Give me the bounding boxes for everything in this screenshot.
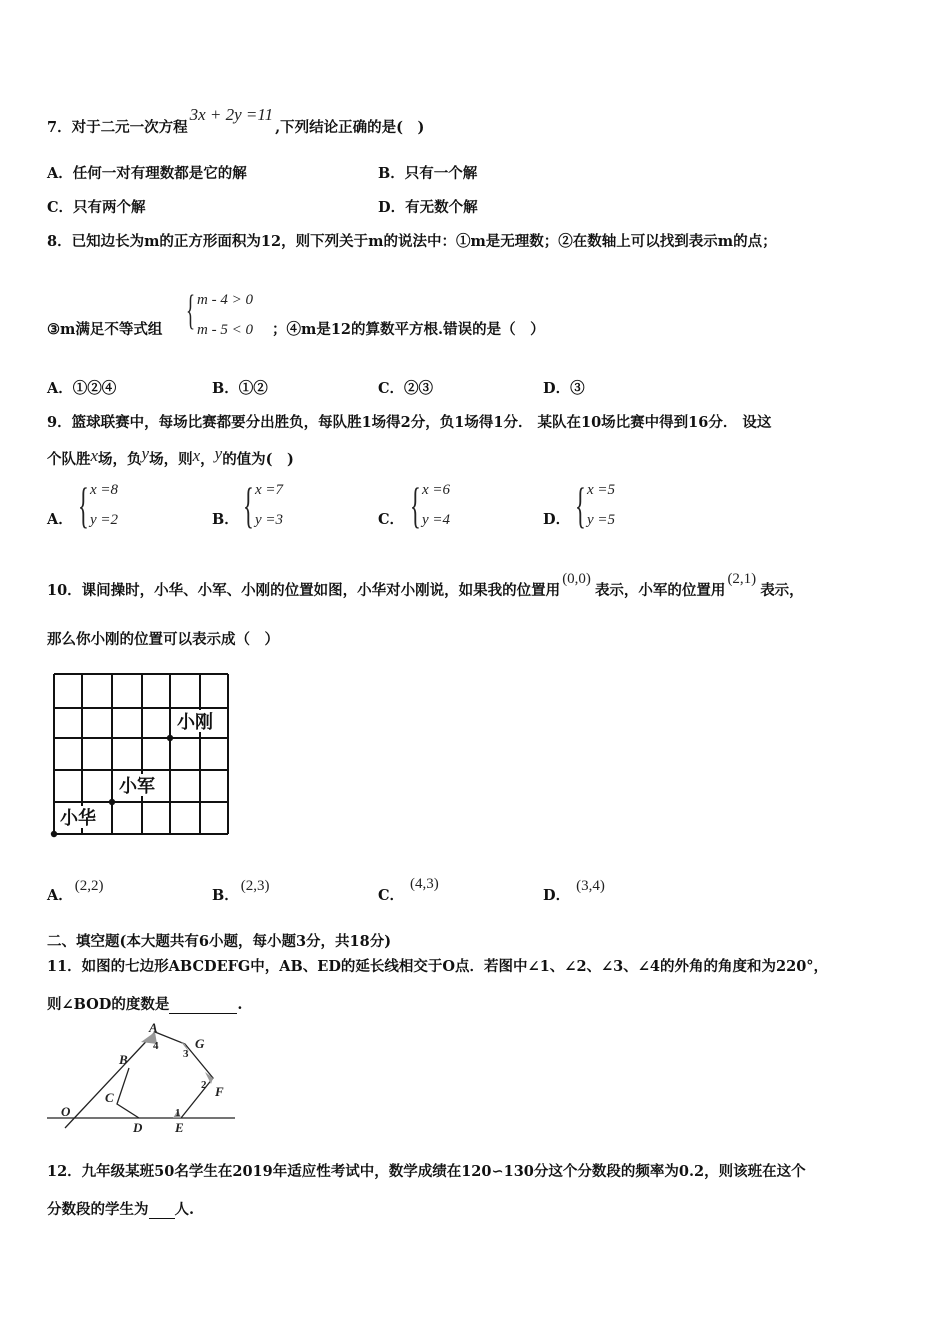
q8-option-d[interactable]: D．③ bbox=[543, 380, 585, 397]
q8-line1: 8．已知边长为m的正方形面积为12，则下列关于m的说法中：①m是无理数；②在数轴上可以找到表示m的点； bbox=[47, 233, 777, 250]
angle-1-label: 1 bbox=[175, 1107, 181, 1119]
q11-line2: 则∠BOD的度数是 . bbox=[47, 996, 243, 1013]
vertex-g-label: G bbox=[195, 1036, 205, 1051]
q10-option-b[interactable]: B．(2,3) bbox=[212, 878, 270, 904]
q11-answer-blank[interactable] bbox=[169, 996, 237, 1014]
q9-option-c-label[interactable]: C． bbox=[378, 511, 405, 528]
q7-option-a[interactable]: A．任何一对有理数都是它的解 bbox=[47, 165, 247, 182]
q9-option-b-label[interactable]: B． bbox=[212, 511, 239, 528]
q8-ineq2: m - 5 < 0 bbox=[197, 322, 253, 338]
vertex-d-label: D bbox=[133, 1120, 143, 1134]
q10-line1: 10．课间操时，小华、小军、小刚的位置如图，小华对小刚说，如果我的位置用(0,0)表示，小军的位置用(2,1)表示， bbox=[47, 571, 804, 599]
heptagon-figure bbox=[45, 1022, 245, 1134]
xiaohua-label: 小华 bbox=[60, 808, 96, 828]
q8-option-c[interactable]: C．②③ bbox=[378, 380, 434, 397]
q9-line1: 9．篮球联赛中，每场比赛都要分出胜负，每队胜1场得2分，负1场得1分． 某队在10场比赛中得到16分． 设这 bbox=[47, 414, 772, 431]
q12-answer-blank[interactable] bbox=[149, 1201, 175, 1219]
q9-option-a-label[interactable]: A． bbox=[47, 511, 73, 528]
vertex-e-label: E bbox=[175, 1120, 184, 1134]
q10-line2: 那么你小刚的位置可以表示成（ ） bbox=[47, 631, 279, 648]
q9-option-a-eq1: x =8 bbox=[90, 482, 119, 498]
q7-equation: 3x + 2y =11 bbox=[189, 105, 274, 124]
q9-option-d-brace: { bbox=[575, 477, 586, 533]
q7-option-c[interactable]: C．只有两个解 bbox=[47, 199, 146, 216]
q7-option-d[interactable]: D．有无数个解 bbox=[378, 199, 478, 216]
q8-ineq1: m - 4 > 0 bbox=[197, 292, 253, 308]
angle-2-label: 2 bbox=[201, 1079, 207, 1091]
q7-option-b[interactable]: B．只有一个解 bbox=[378, 165, 478, 182]
q9-option-b-eq2: y =3 bbox=[255, 512, 284, 528]
q9-option-c-eq2: y =4 bbox=[422, 512, 451, 528]
angle-3-label: 3 bbox=[183, 1048, 189, 1060]
q9-option-a-brace: { bbox=[78, 477, 89, 533]
section2-title: 二、填空题(本大题共有6小题，每小题3分，共18分) bbox=[47, 933, 392, 950]
xiaogang-label: 小刚 bbox=[177, 712, 213, 732]
q9-option-d-eq1: x =5 bbox=[587, 482, 616, 498]
q8-system-brace: { bbox=[186, 288, 196, 334]
q8-line2-prefix: ③m满足不等式组 bbox=[47, 321, 163, 338]
q9-option-c-eq1: x =6 bbox=[422, 482, 451, 498]
q9-option-d-label[interactable]: D． bbox=[543, 511, 571, 528]
q9-option-b-eq1: x =7 bbox=[255, 482, 284, 498]
xiaojun-label: 小军 bbox=[119, 776, 155, 796]
q12-line1: 12．九年级某班50名学生在2019年适应性考试中，数学成绩在120∽130分这个分数段的频率为0.2，则该班在这个 bbox=[47, 1163, 806, 1180]
angle-4-label: 4 bbox=[153, 1040, 159, 1052]
q11-line1: 11．如图的七边形ABCDEFG中，AB、ED的延长线相交于O点．若图中∠1、∠2、∠3、∠4的外角的角度和为220°， bbox=[47, 958, 829, 975]
point-o-label: O bbox=[61, 1104, 71, 1119]
xiaogang-point bbox=[167, 735, 173, 741]
q8-line2-suffix: ；④m是12的算数平方根.错误的是（ ） bbox=[272, 321, 545, 338]
q8-option-a[interactable]: A．①②④ bbox=[47, 380, 117, 397]
q10-option-a[interactable]: A．(2,2) bbox=[47, 878, 104, 904]
q7-suffix: ,下列结论正确的是( ) bbox=[275, 119, 425, 136]
vertex-b-label: B bbox=[119, 1052, 128, 1067]
q9-option-a-eq2: y =2 bbox=[90, 512, 119, 528]
q7-prefix: 7．对于二元一次方程 bbox=[47, 119, 188, 136]
q10-coord-xiaojun: (2,1) bbox=[727, 571, 757, 587]
q8-option-b[interactable]: B．①② bbox=[212, 380, 268, 397]
q10-coord-xiaohua: (0,0) bbox=[562, 571, 591, 587]
q9-line2: 个队胜x场，负y场，则x，y的值为( ) bbox=[47, 444, 294, 468]
q10-option-d[interactable]: D．(3,4) bbox=[543, 878, 605, 904]
q9-option-d-eq2: y =5 bbox=[587, 512, 616, 528]
xiaohua-point bbox=[51, 831, 57, 837]
q9-option-c-brace: { bbox=[410, 477, 421, 533]
xiaojun-point bbox=[109, 799, 115, 805]
q9-option-b-brace: { bbox=[243, 477, 254, 533]
position-grid-figure bbox=[50, 668, 234, 840]
q7-stem bbox=[47, 105, 425, 137]
q12-line2: 分数段的学生为 人. bbox=[47, 1201, 195, 1218]
vertex-c-label: C bbox=[105, 1090, 114, 1105]
vertex-f-label: F bbox=[215, 1084, 224, 1099]
q10-option-c[interactable]: C．(4,3) bbox=[378, 876, 439, 904]
vertex-a-label: A bbox=[149, 1022, 158, 1035]
